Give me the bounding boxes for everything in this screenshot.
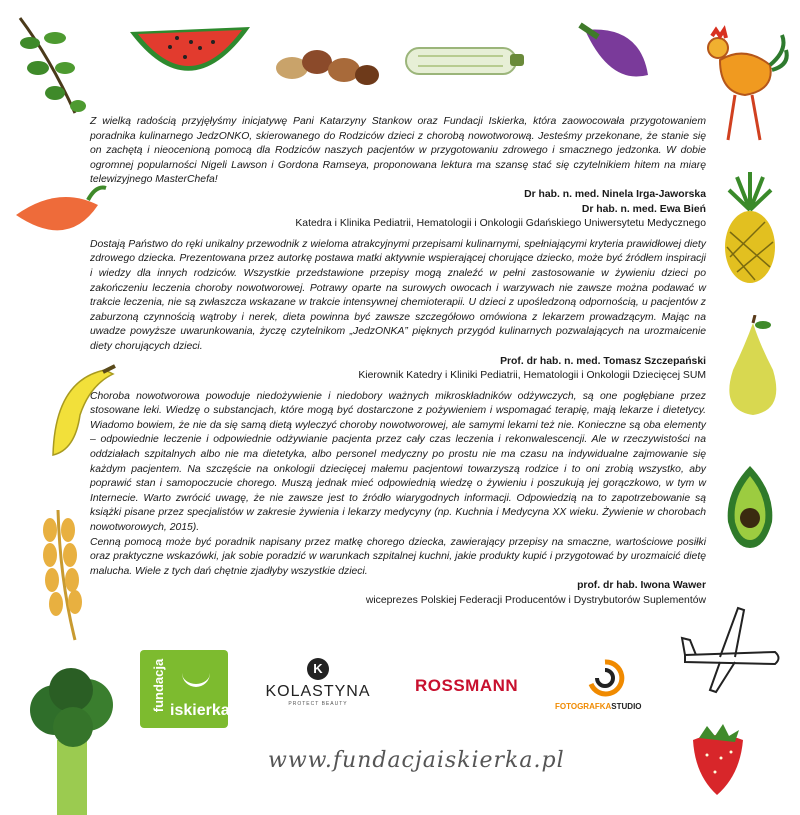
strawberry-drawing: [685, 720, 750, 800]
intro-affiliation: Katedra i Klinika Pediatrii, Hematologii i Onkologii Gdańskiego Uniwersytetu Medycznego: [295, 218, 706, 230]
second-paragraph: Dostają Państwo do ręki unikalny przewodnik z wieloma atrakcyjnymi przepisami kulinarnymi, spełniającymi kryteria prawidłowej diety zdrowego dziecka. Prezentowana przez autorkę postawa matki aktywnie wspierającej chorujące dziecko, może być źródłem inspiracji i wiedzy dla innych rodziców. Wszystkie przedstawione przepisy mogą znaleźć w pełni zastosowanie w żywieniu dzieci po zakończeniu leczenia choroby nowotworowej. Potrawy oparte na surowych owocach i warzywach nie zawsze można podawać w trakcie leczenia, nie są zwłaszcza wskazane w trakcie intensywnej chemioterapii. U dzieci z upośledzoną odpornością, u pacjentów z zaburzoną czynnością wątroby i nerek, dieta powinna być zawsze szczegółowo omówiona z lekarzem prowadzącym. Mając na uwadze powyższe uwarunkowania, życzę czytelnikom „JedzONKA” pięknych przygód kulinarnych pozwalających na urozmaicenie diety chorujących dzieci.: [90, 238, 706, 352]
watermelon-drawing: [125, 12, 255, 87]
pear-drawing: [715, 315, 790, 420]
website-link[interactable]: www.fundacjaiskierka.pl: [268, 748, 565, 773]
third-paragraph-2: Cenną pomocą może być poradnik napisany przez matkę chorego dziecka, zawierający przepisy na smaczne, wartościowe posiłki oraz praktyczne wskazówki, jak sobie poradzić w warunkach szpitalnej kuchni, jakie produkty kupić i przygotować by urozmaicić dietę malucha. Wiele z tych dań chętnie zjadłyby wszystkie dzieci.: [90, 536, 706, 577]
fotografka-wordmark: [555, 702, 665, 711]
zucchini-drawing: [398, 38, 528, 83]
nuts-drawing: [272, 40, 382, 95]
fundacja-logo-top: fundacja: [151, 658, 167, 713]
rossmann-logo: ROSSMANN: [415, 676, 519, 695]
intro-signer-1: Dr hab. n. med. Ninela Irga-Jaworska: [524, 188, 706, 200]
third-paragraph-1: Choroba nowotworowa powoduje niedożywienie i niedobory ważnych mikroskładników odżywczych, są one pogłębiane przez stosowane leki. Wiedzę o substancjach, które mogą być dostarczone z pożywieniem i wspomagać terapię, mają lekarze i dietetycy. Wiadomo bowiem, że nie da się samą dietą wyleczyć choroby nowotworowej, ale samymi lekami też nie. Konieczne są oba elementy – odpowiednie leczenie i odpowiednie odżywianie pacjenta przez cały czas leczenia i rekonwalescencji. Ale w rzeczywistości na oddziałach szpitalnych albo nie ma dietetyka, albo personel medyczny po prostu nie ma czasu na indywidualne zajmowanie się każdym pacjentem. Na szczęście na onkologii dziecięcej małemu pacjentowi towarzyszą rodzice i to oni zrobią wszystko, aby poprawić stan i samopoczucie chorego. Muszą jednak mieć odpowiednią wiedzę o żywieniu i poszukują jej gorączkowo, w tym w Internecie. Warto zwrócić uwagę, że nie zawsze jest to źródło wiarygodnych informacji. Odpowiedzią na to zapotrzebowanie są książki pisane przez specjalistów w zakresie żywienia i lekarzy medycyny (np. Kuchnia i Medycyna XX wieku. Żywienie w chorobach nowotworowych, 2015).: [90, 390, 706, 534]
smile-icon: [182, 668, 210, 687]
studio-text: STUDIO: [611, 702, 642, 711]
herb-branch-drawing: [10, 8, 90, 123]
second-signer: Prof. dr hab. n. med. Tomasz Szczepański: [500, 355, 706, 367]
sponsor-logos: [0, 640, 800, 730]
third-affiliation: wiceprezes Polskiej Federacji Producentów i Dystrybutorów Suplementów: [365, 595, 706, 606]
avocado-drawing: [720, 462, 780, 552]
camera-swirl-icon: [585, 658, 625, 698]
intro-paragraph: Z wielką radością przyjęłyśmy inicjatywę Pani Katarzyny Stankow oraz Fundacji Iskierka, która zaowocowała przygotowaniem poradnika kulinarnego JedzONKO, skierowanego do Rodziców dzieci z chorobą nowotworową. Jesteśmy przekonane, że stanie się on zachętą i nieocenioną pomocą dla Rodziców naszych pacjentów w przygotowaniu zdrowego i smacznego jedzonka. W dobie ogromnej popularności Nigeli Lawson i Gordona Ramseya, proponowana lektura ma szansę stać się czytelnikiem hitem na miarę telewizyjnego MasterChefa!: [90, 116, 706, 186]
eggplant-drawing: [570, 15, 660, 90]
third-signer: prof. dr hab. Iwona Wawer: [577, 580, 706, 592]
pineapple-drawing: [715, 172, 785, 287]
fotografka-studio-logo: [555, 658, 665, 711]
kolastyna-logo: [262, 658, 374, 707]
fotografka-text: FOTOGRAFKA: [555, 702, 612, 711]
wheat-drawing: [20, 500, 95, 645]
fundacja-logo-bottom: iskierka: [170, 702, 230, 719]
kolastyna-k-circle: K: [307, 658, 329, 680]
second-affiliation: Kierownik Katedry i Kliniki Pediatrii, Hematologii i Onkologii Dziecięcej SUM: [358, 370, 706, 382]
foreword-text: [90, 115, 706, 609]
intro-signer-2: Dr hab. n. med. Ewa Bień: [581, 203, 706, 215]
kolastyna-wordmark: KOLASTYNA: [265, 683, 371, 700]
fundacja-iskierka-logo: [140, 650, 228, 728]
kolastyna-tagline: PROTECT BEAUTY: [288, 701, 348, 707]
